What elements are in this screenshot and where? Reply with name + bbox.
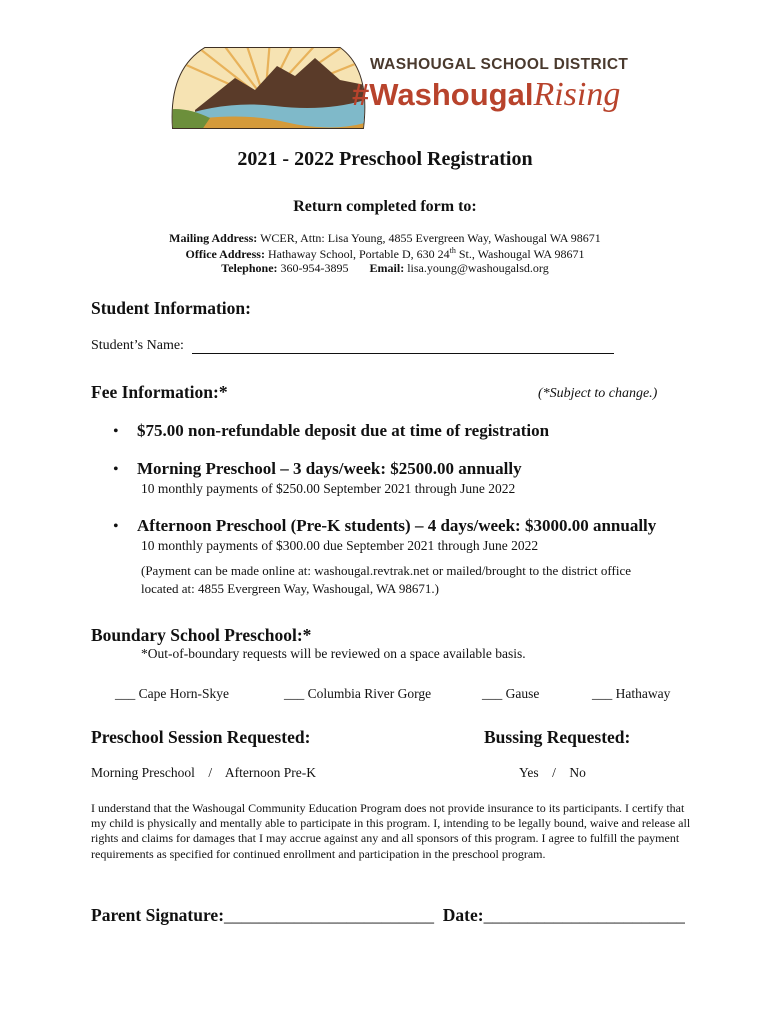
fee-afternoon: Afternoon Preschool (Pre-K students) – 4 days/week: $3000.00 annually <box>137 516 657 535</box>
payment-note-line1: (Payment can be made online at: washougal.revtrak.net or mailed/brought to the district office <box>141 563 631 578</box>
bussing-options[interactable]: Yes / No <box>519 765 586 780</box>
boundary-option-columbia[interactable]: ___ Columbia River Gorge <box>284 686 432 701</box>
bullet-icon: • <box>113 461 119 478</box>
mailing-value: WCER, Attn: Lisa Young, 4855 Evergreen Way, Washougal WA 98671 <box>260 231 601 245</box>
boundary-option-hathaway[interactable]: ___ Hathaway <box>592 686 671 701</box>
email-label: Email: <box>369 261 405 275</box>
form-title: 2021 - 2022 Preschool Registration <box>237 148 533 170</box>
date-label: Date: <box>442 905 484 925</box>
bussing-heading: Bussing Requested: <box>484 727 631 747</box>
district-hashtag <box>352 76 620 114</box>
signature-line <box>91 905 685 926</box>
contact-line <box>0 261 770 276</box>
office-value-sup: th <box>449 246 456 255</box>
boundary-heading: Boundary School Preschool:* <box>91 625 312 645</box>
fee-deposit: $75.00 non-refundable deposit due at time of registration <box>137 421 550 440</box>
district-name: WASHOUGAL SCHOOL DISTRICT <box>370 56 629 73</box>
return-heading: Return completed form to: <box>293 198 477 215</box>
office-value-b: St., Washougal WA 98671 <box>455 247 585 261</box>
fee-afternoon-detail: 10 monthly payments of $300.00 due September 2021 through June 2022 <box>141 538 539 553</box>
date-field[interactable]: _______________________ <box>483 905 685 925</box>
student-name-label: Student’s Name: <box>91 338 184 353</box>
payment-note-line2: located at: 4855 Evergreen Way, Washougal, WA 98671.) <box>141 581 439 596</box>
email-value: lisa.young@washougalsd.org <box>407 261 549 275</box>
student-name-field[interactable] <box>192 353 614 354</box>
mailing-label: Mailing Address: <box>169 231 258 245</box>
boundary-option-gause[interactable]: ___ Gause <box>482 686 540 701</box>
session-options[interactable]: Morning Preschool / Afternoon Pre-K <box>91 765 316 780</box>
boundary-option-cape-horn[interactable]: ___ Cape Horn-Skye <box>115 686 229 701</box>
fee-heading: Fee Information:* <box>91 382 228 402</box>
mailing-address <box>0 231 770 246</box>
hashtag-main: #Washougal <box>352 77 534 112</box>
hashtag-script: Rising <box>533 76 621 113</box>
bullet-icon: • <box>113 518 119 535</box>
student-heading: Student Information: <box>91 298 251 318</box>
phone-label: Telephone: <box>221 261 278 275</box>
office-address <box>0 246 770 262</box>
liability-waiver: I understand that the Washougal Community Education Program does not provide insurance to its participants. I certify that my child is physically and mentally able to participate in this program. I, intending to be legally bound, waive and release all rights and claims for damages that I may accrue against any and all sponsors of this program. I agree to fulfill the payment requirements as specified for continued enrollment and participation in the preschool program. <box>91 801 691 861</box>
fee-note: (*Subject to change.) <box>538 386 658 401</box>
bullet-icon: • <box>113 423 119 440</box>
office-value-a: Hathaway School, Portable D, 630 24 <box>267 247 450 261</box>
fee-morning: Morning Preschool – 3 days/week: $2500.00 annually <box>137 459 522 478</box>
fee-morning-detail: 10 monthly payments of $250.00 September 2021 through June 2022 <box>141 481 516 496</box>
phone-value: 360-954-3895 <box>280 261 349 275</box>
parent-signature-label: Parent Signature: <box>91 905 225 925</box>
session-heading: Preschool Session Requested: <box>91 727 311 747</box>
parent-signature-field[interactable]: ________________________ <box>224 905 435 925</box>
office-label: Office Address: <box>185 247 265 261</box>
boundary-note: *Out-of-boundary requests will be reviewed on a space available basis. <box>141 646 526 661</box>
